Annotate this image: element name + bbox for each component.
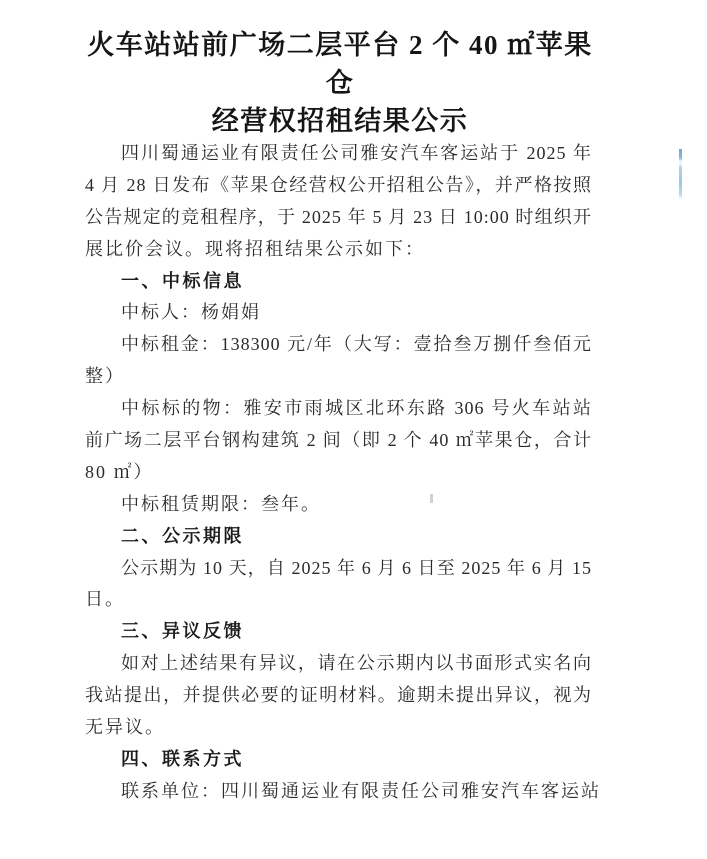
scan-streak-artifact <box>679 149 682 199</box>
doc-line: 80 ㎡） <box>85 461 154 482</box>
section-heading: 一、中标信息 <box>121 270 244 291</box>
section-heading: 三、异议反馈 <box>121 621 244 642</box>
doc-line: 日。 <box>85 589 125 610</box>
doc-line: 公示期为 10 天，自 2025 年 6 月 6 日至 2025 年 6 月 15 <box>121 557 592 578</box>
doc-line: 如对上述结果有异议，请在公示期内以书面形式实名向 <box>121 653 592 674</box>
doc-line: 展比价会议。现将招租结果公示如下： <box>85 238 425 259</box>
doc-line: 中标标的物：雅安市雨城区北环东路 306 号火车站站 <box>121 398 592 419</box>
doc-line: 公告规定的竞租程序，于 2025 年 5 月 23 日 10:00 时组织开 <box>85 206 592 227</box>
doc-line: 前广场二层平台钢构建筑 2 间（即 2 个 40 ㎡苹果仓，合计 <box>85 430 592 451</box>
page-title-line-1: 火车站站前广场二层平台 2 个 40 ㎡苹果仓 <box>87 30 593 98</box>
doc-line: 四川蜀通运业有限责任公司雅安汽车客运站于 2025 年 <box>121 143 592 163</box>
page-title-line-2: 经营权招租结果公示 <box>211 106 469 136</box>
section-heading: 四、联系方式 <box>121 748 244 769</box>
doc-line: 整） <box>85 366 125 387</box>
doc-line: 中标人：杨娟娟 <box>121 302 261 323</box>
document-body <box>85 138 601 808</box>
speck-artifact <box>430 494 433 503</box>
doc-line: 4 月 28 日发布《苹果仓经营权公开招租公告》，并严格按照 <box>85 174 592 195</box>
doc-line: 我站提出，并提供必要的证明材料。逾期未提出异议，视为 <box>85 685 592 706</box>
doc-line: 联系单位：四川蜀通运业有限责任公司雅安汽车客运站 <box>121 780 601 801</box>
doc-line: 中标租金：138300 元/年（大写：壹拾叁万捌仟叁佰元 <box>121 334 592 355</box>
doc-line: 中标租赁期限：叁年。 <box>121 493 321 514</box>
section-heading: 二、公示期限 <box>121 525 244 546</box>
page-title <box>85 26 595 140</box>
doc-line: 无异议。 <box>85 717 165 738</box>
